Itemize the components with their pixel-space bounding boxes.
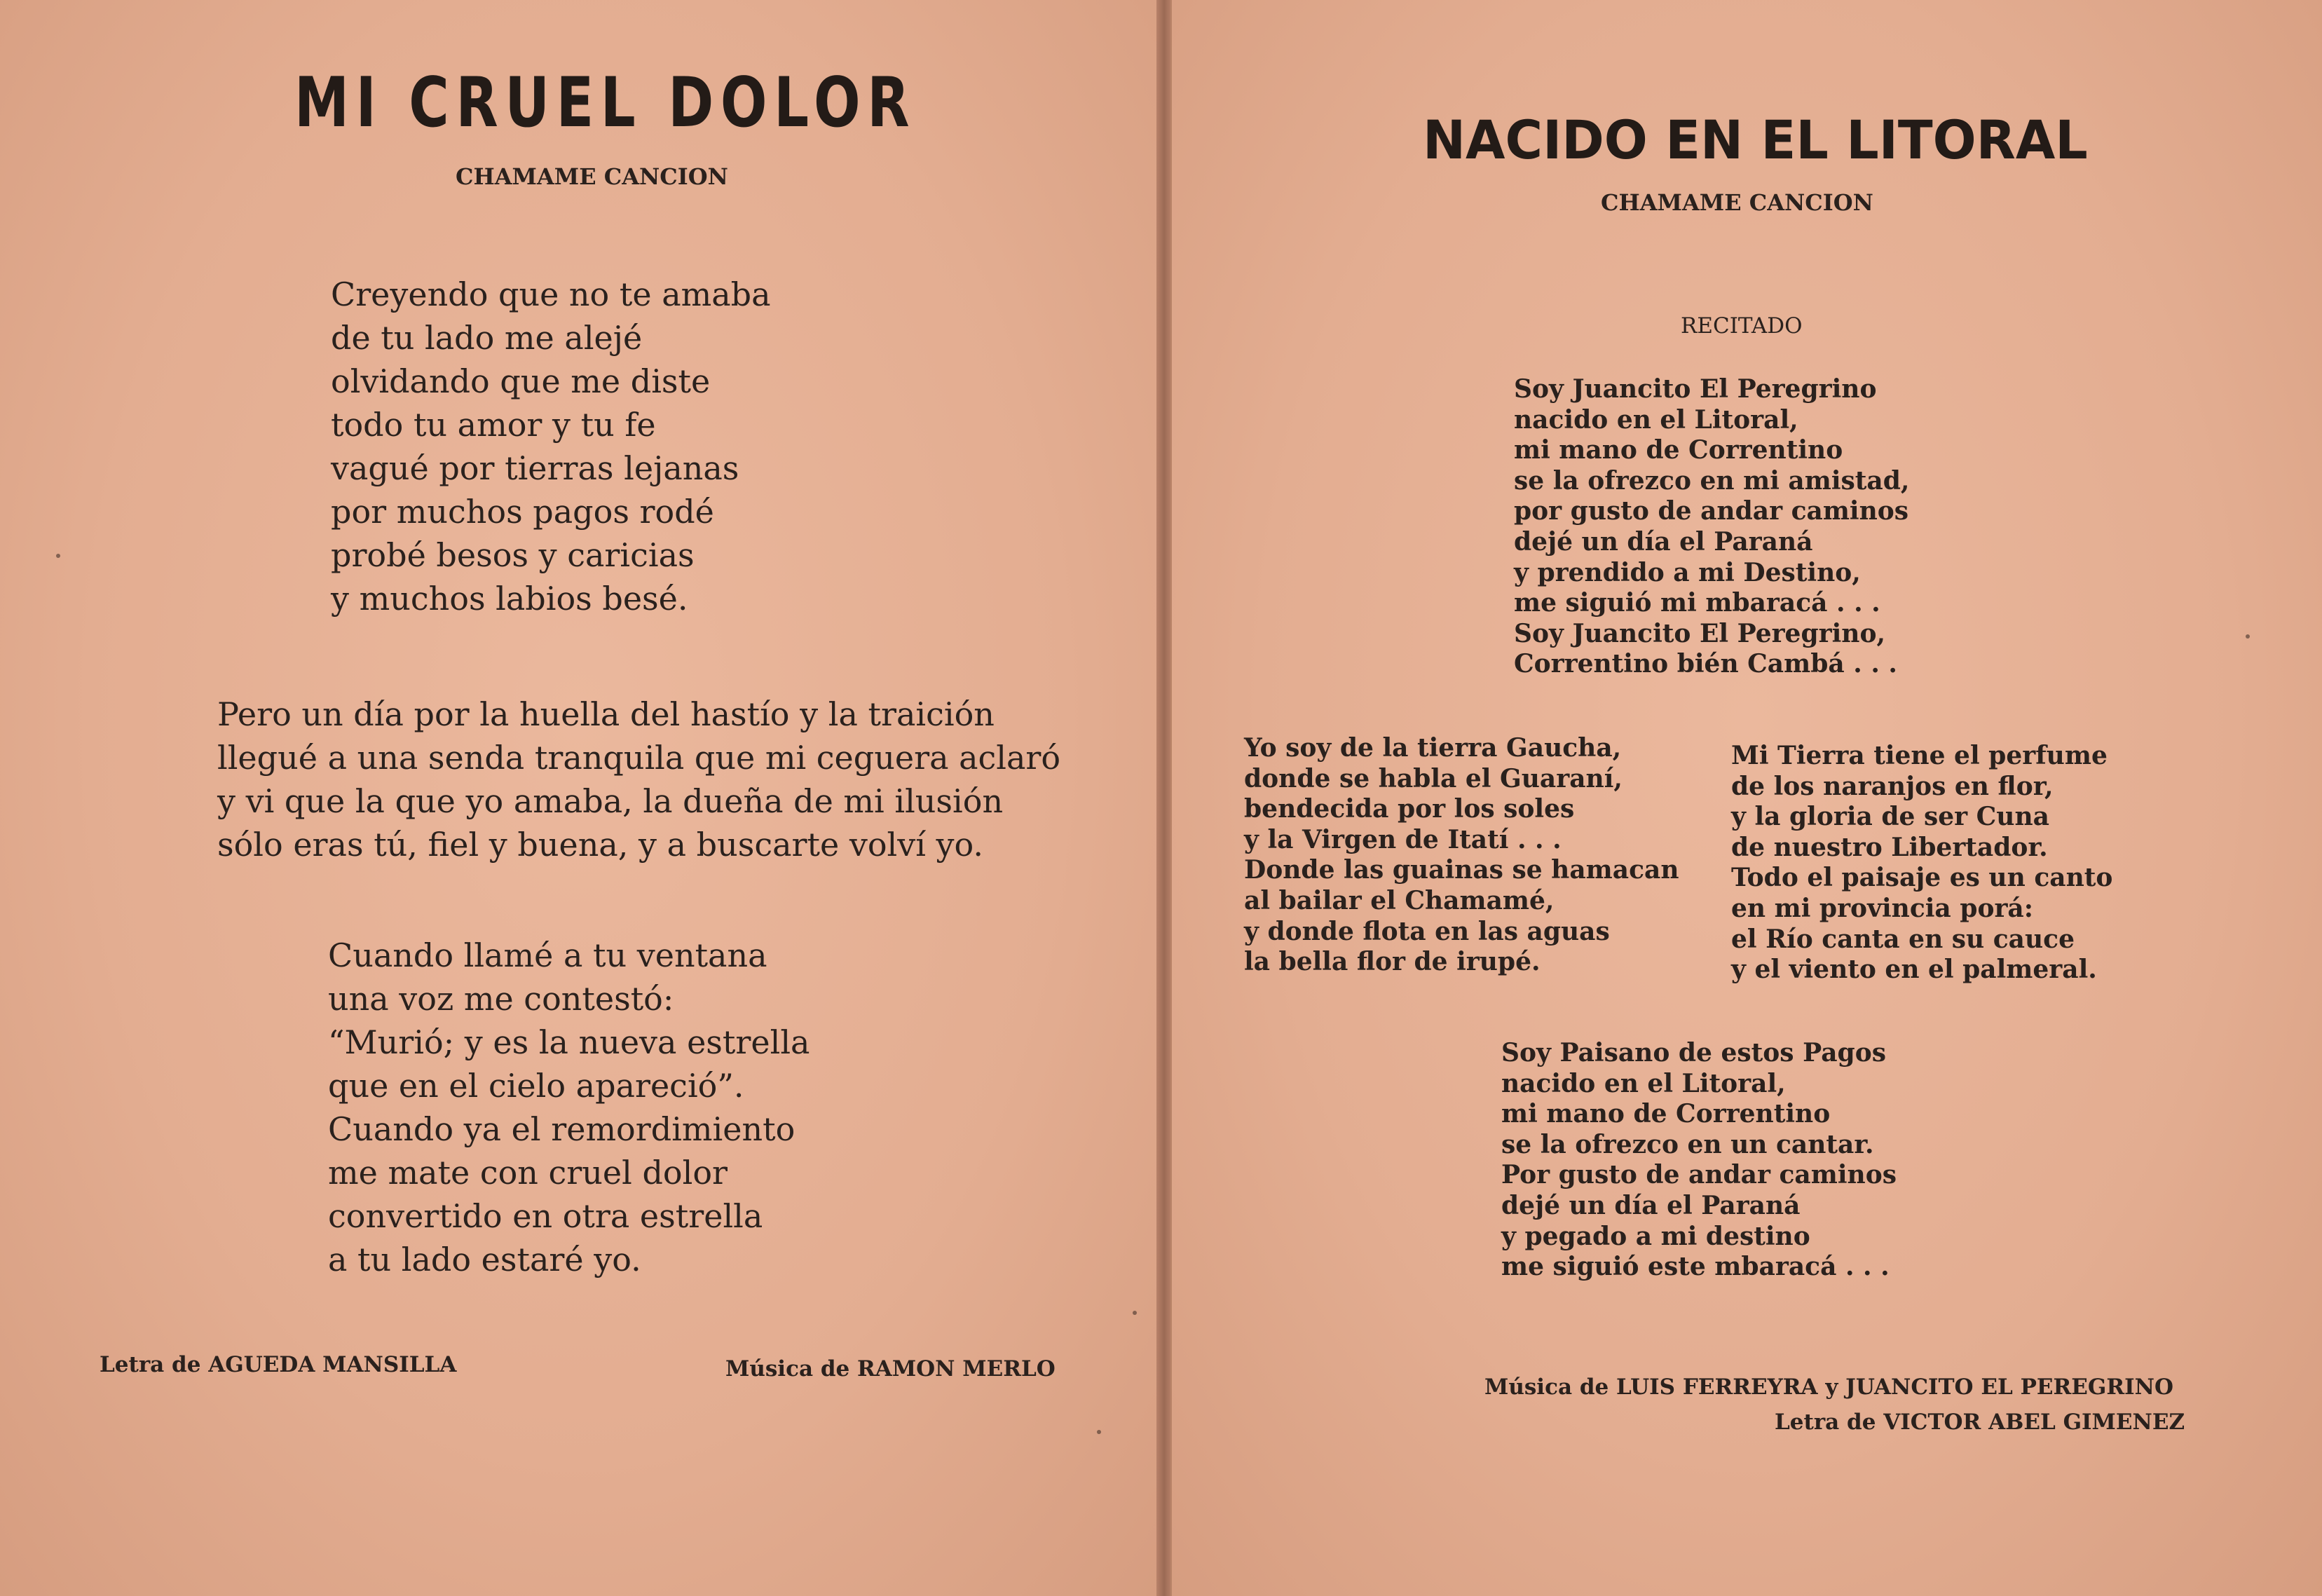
verse-line: y prendido a mi Destino, xyxy=(1514,557,1861,587)
verse-line: probé besos y caricias xyxy=(331,536,695,574)
verse-line: dejé un día el Paraná xyxy=(1501,1190,1801,1220)
verse-line: por muchos pagos rodé xyxy=(331,493,714,531)
book-gutter xyxy=(1156,0,1172,1596)
verse-line: al bailar el Chamamé, xyxy=(1244,885,1555,915)
verse-line: y el viento en el palmeral. xyxy=(1731,955,2097,985)
stanza-right-column xyxy=(1731,741,2112,985)
verse-line: me siguió mi mbaracá . . . xyxy=(1514,588,1880,618)
verse-line: Correntino bién Cambá . . . xyxy=(1514,649,1897,679)
verse-line: me mate con cruel dolor xyxy=(328,1154,728,1192)
verse-line: en mi provincia porá: xyxy=(1731,893,2034,923)
stanza-final xyxy=(1501,1038,1897,1283)
verse-line: Yo soy de la tierra Gaucha, xyxy=(1244,733,1622,763)
verse-line: mi mano de Correntino xyxy=(1501,1099,1831,1129)
verse-line: me siguió este mbaracá . . . xyxy=(1501,1252,1890,1282)
stanza-2 xyxy=(217,693,1060,866)
verse-line: olvidando que me diste xyxy=(331,362,711,400)
credit-music-right: Música de LUIS FERREYRA y JUANCITO EL PEREGRINO xyxy=(1484,1375,2173,1400)
verse-line: la bella flor de irupé. xyxy=(1244,947,1541,977)
verse-line: “Murió; y es la nueva estrella xyxy=(328,1023,810,1061)
verse-line: vagué por tierras lejanas xyxy=(331,449,739,487)
verse-line: y pegado a mi destino xyxy=(1501,1221,1810,1251)
verse-line: de nuestro Libertador. xyxy=(1731,832,2048,862)
verse-line: y la gloria de ser Cuna xyxy=(1731,802,2049,832)
verse-line: Pero un día por la huella del hastío y la traición xyxy=(217,695,995,733)
song-title-right: NACIDO EN EL LITORAL xyxy=(1423,109,2088,171)
verse-line: por gusto de andar caminos xyxy=(1514,496,1909,526)
verse-line: el Río canta en su cauce xyxy=(1731,924,2075,954)
verse-line: y vi que la que yo amaba, la dueña de mi ilusión xyxy=(217,782,1004,820)
verse-line: todo tu amor y tu fe xyxy=(331,406,656,444)
verse-line: Soy Juancito El Peregrino, xyxy=(1514,618,1885,648)
paper-speck xyxy=(2246,634,2250,639)
verse-line: y la Virgen de Itatí . . . xyxy=(1244,824,1562,854)
verse-line: llegué a una senda tranquila que mi ceguera aclaró xyxy=(217,739,1061,777)
verse-line: Cuando ya el remordimiento xyxy=(328,1110,795,1148)
recitado-stanza xyxy=(1514,374,1909,680)
verse-line: convertido en otra estrella xyxy=(328,1197,763,1235)
paper-speck xyxy=(1097,1430,1101,1434)
stanza-left-column xyxy=(1244,733,1679,978)
verse-line: una voz me contestó: xyxy=(328,980,674,1018)
verse-line: y muchos labios besé. xyxy=(331,580,688,618)
verse-line: sólo eras tú, fiel y buena, y a buscarte volví yo. xyxy=(217,826,984,864)
verse-line: Mi Tierra tiene el perfume xyxy=(1731,741,2108,770)
verse-line: nacido en el Litoral, xyxy=(1514,404,1798,435)
verse-line: Creyendo que no te amaba xyxy=(331,275,771,313)
verse-line: y donde flota en las aguas xyxy=(1244,916,1610,946)
song-subtitle-left: CHAMAME CANCION xyxy=(456,163,728,190)
verse-line: se la ofrezco en mi amistad, xyxy=(1514,465,1910,496)
song-subtitle-right: CHAMAME CANCION xyxy=(1601,189,1873,216)
verse-line: nacido en el Litoral, xyxy=(1501,1068,1786,1098)
verse-line: dejé un día el Paraná xyxy=(1514,526,1813,557)
verse-line: se la ofrezco en un cantar. xyxy=(1501,1129,1874,1159)
verse-line: bendecida por los soles xyxy=(1244,794,1575,824)
verse-line: Por gusto de andar caminos xyxy=(1501,1160,1897,1190)
verse-line: de los naranjos en flor, xyxy=(1731,771,2054,801)
credit-lyrics-left: Letra de AGUEDA MANSILLA xyxy=(100,1352,457,1377)
verse-line: Soy Paisano de estos Pagos xyxy=(1501,1038,1886,1068)
paper-speck xyxy=(1133,1311,1137,1315)
credit-lyrics-right: Letra de VICTOR ABEL GIMENEZ xyxy=(1775,1410,2185,1435)
credit-music-left: Música de RAMON MERLO xyxy=(725,1356,1056,1382)
verse-line: Donde las guainas se hamacan xyxy=(1244,855,1679,885)
paper-speck xyxy=(56,554,60,558)
verse-line: Cuando llamé a tu ventana xyxy=(328,936,767,974)
verse-line: Todo el paisaje es un canto xyxy=(1731,863,2113,893)
verse-line: Soy Juancito El Peregrino xyxy=(1514,374,1877,404)
verse-line: donde se habla el Guaraní, xyxy=(1244,763,1623,793)
stanza-1 xyxy=(331,273,771,620)
verse-line: mi mano de Correntino xyxy=(1514,435,1843,465)
recitado-label: RECITADO xyxy=(1681,313,1803,339)
song-title-left: MI CRUEL DOLOR xyxy=(294,63,917,143)
verse-line: de tu lado me alejé xyxy=(331,319,643,357)
stanza-3 xyxy=(328,934,810,1281)
verse-line: que en el cielo apareció”. xyxy=(328,1067,744,1105)
verse-line: a tu lado estaré yo. xyxy=(328,1241,641,1278)
